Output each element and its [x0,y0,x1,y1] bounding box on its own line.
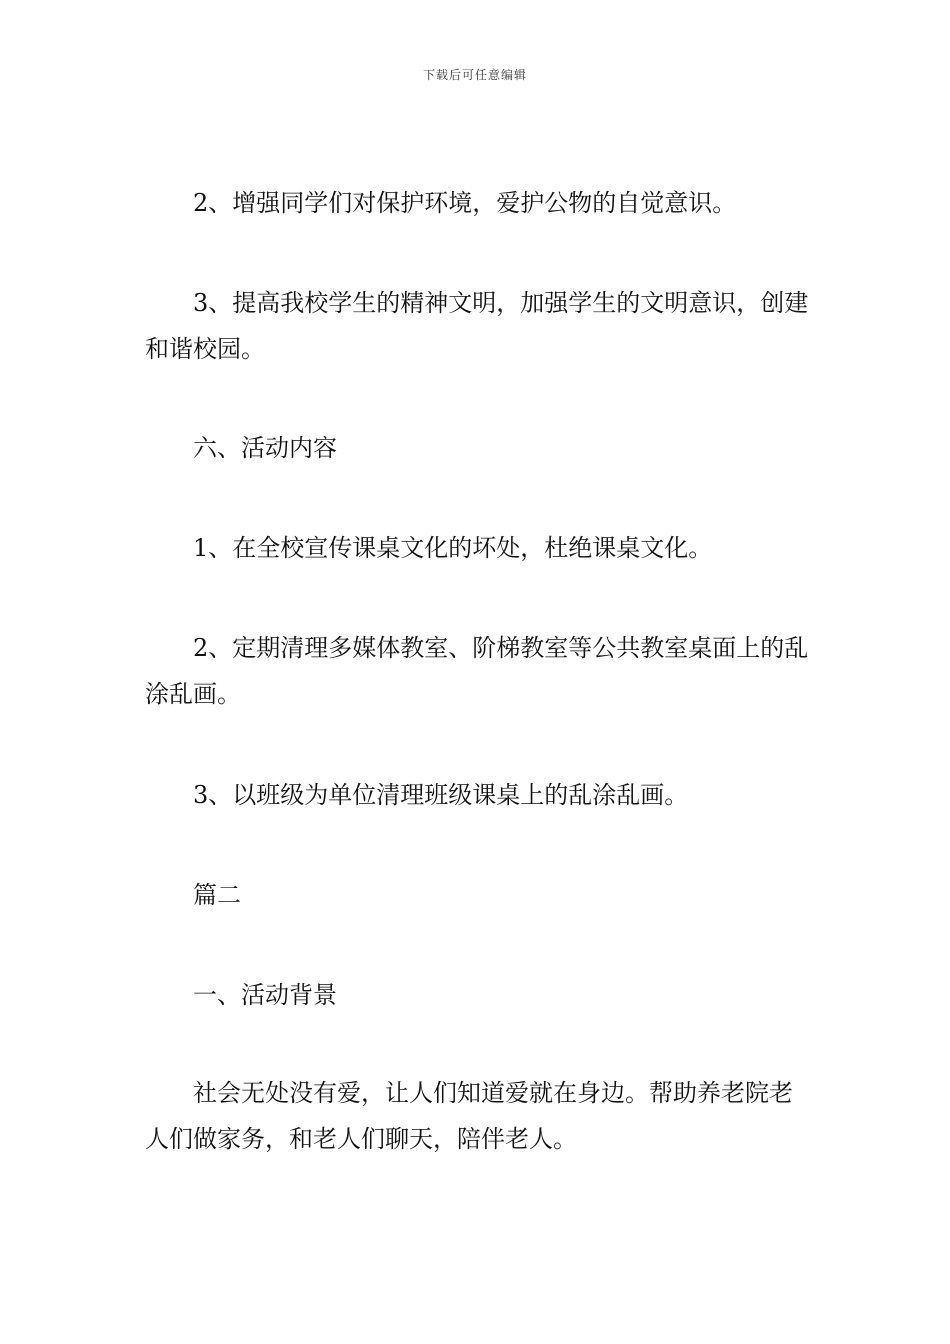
paragraph: 2、增强同学们对保护环境，爱护公物的自觉意识。 [193,189,737,217]
page-header: 下载后可任意编辑 [422,68,527,82]
paragraph: 2、定期清理多媒体教室、阶梯教室等公共教室桌面上的乱涂乱画。 [145,634,809,708]
paragraph: 社会无处没有爱，让人们知道爱就在身边。帮助养老院老人们做家务，和老人们聊天，陪伴老人。 [145,1079,793,1153]
paragraph: 3、提高我校学生的精神文明，加强学生的文明意识，创建和谐校园。 [145,289,809,363]
paragraph: 1、在全校宣传课桌文化的坏处，杜绝课桌文化。 [193,534,713,562]
section-heading: 六、活动内容 [193,434,337,462]
section-heading: 篇二 [193,881,241,909]
paragraph: 3、以班级为单位清理班级课桌上的乱涂乱画。 [193,781,689,809]
section-heading: 一、活动背景 [193,981,337,1009]
